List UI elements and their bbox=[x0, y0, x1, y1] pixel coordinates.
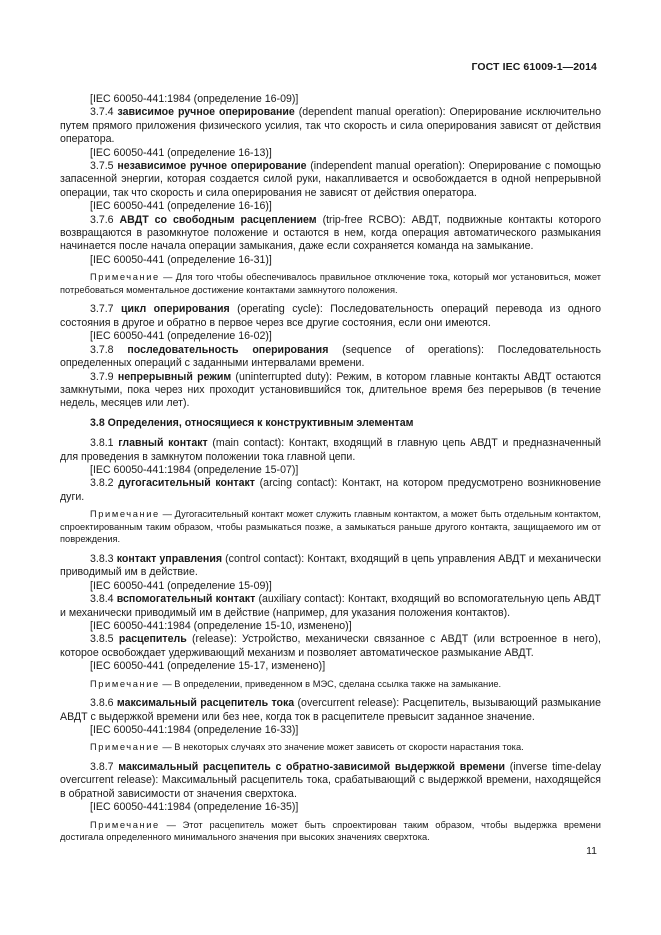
term-name: максимальный расцепитель тока bbox=[116, 697, 295, 710]
note-label: Примечание bbox=[90, 742, 160, 753]
term-definition bbox=[60, 633, 601, 660]
term-number: 3.8.6 bbox=[90, 697, 114, 710]
document-body bbox=[60, 93, 601, 851]
term-name: максимальный расцепитель с обратно-зависимой выдержкой времени bbox=[118, 761, 506, 773]
term-definition bbox=[60, 593, 601, 620]
term-definition bbox=[60, 344, 601, 371]
term-name: зависимое ручное оперирование bbox=[117, 106, 295, 119]
term-definition bbox=[60, 553, 601, 580]
term-text: (overcurrent release): Расцепитель, вызывающий размыкание АВДТ с выдержкой времени или без нее, когда ток в расцепителе превысит заданное значение. bbox=[60, 697, 601, 723]
term-name: непрерывный режим bbox=[117, 370, 232, 383]
term-definition bbox=[60, 303, 601, 330]
reference-line: [IEC 60050-441:1984 (определение 16-35)] bbox=[90, 801, 299, 814]
term-number: 3.8.7 bbox=[90, 761, 114, 773]
reference-line: [IEC 60050-441:1984 (определение 15-07)] bbox=[90, 463, 299, 476]
note-label: Примечание bbox=[90, 509, 160, 520]
term-text: (auxiliary contact): Контакт, входящий во вспомогательную цепь АВДТ и механически приводимый им в действие (например, для указания положения контактов). bbox=[60, 593, 601, 619]
term-text: (main contact): Контакт, входящий в главную цепь АВДТ и предназначенный для проведения в замкнутом положении тока главной цепи. bbox=[60, 437, 602, 463]
term-number: 3.8.2 bbox=[90, 477, 114, 490]
reference-line: [IEC 60050-441 (определение 16-31)] bbox=[90, 253, 272, 266]
term-name: цикл оперирования bbox=[121, 303, 230, 316]
term-text: (dependent manual operation): Оперирование исключительно путем прямого приложения физического усилия, так что скорость и сила оперирования зависят от действия оператора. bbox=[60, 106, 601, 146]
term-name: АВДТ со свободным расцеплением bbox=[119, 213, 317, 226]
term-text: (control contact): Контакт, входящий в цепь управления АВДТ и механически приводимый им в действие. bbox=[60, 552, 601, 579]
term-name: вспомогательный контакт bbox=[116, 593, 256, 606]
term-number: 3.7.5 bbox=[90, 160, 114, 173]
term-definition bbox=[60, 160, 601, 200]
term-number: 3.8.5 bbox=[90, 633, 114, 646]
term-text: (inverse time-delay overcurrent release): Максимальный расцепитель тока, срабатывающий с выдержкой времени, находящейся в обратной зависимости от значения сверхтока. bbox=[60, 761, 602, 800]
term-number: 3.8.3 bbox=[90, 552, 114, 565]
note-text: В некоторых случаях это значение может зависеть от скорости нарастания тока. bbox=[174, 742, 524, 753]
note: Примечание — Дугогасительный контакт может служить главным контактом, а может быть отдельным контактом, спроектированным таким образом, чтобы размыкаться позже, а замыкаться раньше другого контакта, защищаемого им от повреждения. bbox=[60, 509, 602, 545]
term-text: (trip-free RCBO): АВДТ, подвижные контакты которого возвращаются в разомкнутое положение и остаются в нем, когда операция автоматического размыкания начинается после начала операции замыкания, даже если сохраняется команда на замыкание. bbox=[60, 213, 602, 253]
term-definition bbox=[60, 214, 601, 254]
page-number: 11 bbox=[586, 845, 597, 857]
note-text: Для того чтобы обеспечивалось правильное отключение тока, который мог установиться, может потребоваться моментальное достижение контактами замкнутого положения. bbox=[60, 272, 601, 295]
term-text: (release): Устройство, механически связанное с АВДТ (или встроенное в него), которое освобождает удерживающий механизм и позволяет автоматическое размыкание АВДТ. bbox=[60, 633, 601, 659]
term-definition bbox=[60, 106, 601, 146]
reference-line: [IEC 60050-441:1984 (определение 16-09)] bbox=[90, 93, 299, 105]
reference-line: [IEC 60050-441:1984 (определение 15-10, изменено)] bbox=[90, 619, 352, 632]
term-number: 3.7.4 bbox=[90, 106, 114, 119]
note: Примечание — В определении, приведенном в МЭС, сделана ссылка также на замыкание. bbox=[90, 678, 502, 689]
term-definition bbox=[60, 477, 601, 504]
term-name: главный контакт bbox=[118, 437, 208, 450]
reference-line: [IEC 60050-441 (определение 15-09)] bbox=[90, 579, 272, 592]
term-number: 3.8.1 bbox=[90, 437, 114, 450]
term-definition bbox=[60, 697, 601, 724]
note-text: Дугогасительный контакт может служить главным контактом, а может быть отдельным контактом, спроектированным таким образом, чтобы размыкаться позже, а замыкаться раньше другого контакта, защищаемого им от повреждения. bbox=[60, 509, 602, 545]
reference-line: [IEC 60050-441 (определение 15-17, изменено)] bbox=[90, 660, 326, 673]
term-definition bbox=[60, 437, 601, 464]
reference-line: [IEC 60050-441 (определение 16-02)] bbox=[90, 330, 272, 343]
note-text: В определении, приведенном в МЭС, сделана ссылка также на замыкание. bbox=[174, 678, 502, 689]
term-number: 3.7.7 bbox=[90, 303, 114, 316]
term-name: расцепитель bbox=[118, 633, 187, 646]
reference-line: [IEC 60050-441 (определение 16-16)] bbox=[90, 200, 272, 213]
term-name: контакт управления bbox=[116, 552, 223, 565]
standard-code-header: ГОСТ IEC 61009-1—2014 bbox=[471, 61, 597, 73]
reference-line: [IEC 60050-441:1984 (определение 16-33)] bbox=[90, 724, 299, 736]
term-name: последовательность оперирования bbox=[127, 343, 329, 356]
term-text: (uninterrupted duty): Режим, в котором главные контакты АВДТ остаются замкнутыми, пока через них проходит установившийся ток, длительное время без перерывов (в течение недель, месяцев или лет). bbox=[60, 370, 601, 410]
term-definition bbox=[60, 371, 601, 411]
term-number: 3.7.9 bbox=[90, 370, 114, 383]
note: Примечание — Этот расцепитель может быть спроектирован таким образом, чтобы выдержка времени достигала определенного минимального значения при высоких значениях сверхтока. bbox=[60, 819, 601, 843]
note-label: Примечание bbox=[90, 819, 160, 830]
term-number: 3.8.4 bbox=[90, 593, 114, 606]
term-name: независимое ручное оперирование bbox=[117, 160, 307, 173]
term-definition bbox=[60, 761, 601, 801]
section-heading: 3.8 Определения, относящиеся к конструктивным элементам bbox=[90, 416, 414, 429]
note-label: Примечание bbox=[90, 678, 160, 689]
term-text: (independent manual operation): Оперирование с помощью запасенной энергии, которая создается силой руки, накапливается и освобождается в одной непрерывной операции, так что скорость и сила оперирования не зависят от действия оператора. bbox=[60, 160, 601, 199]
term-number: 3.7.6 bbox=[90, 213, 114, 226]
term-number: 3.7.8 bbox=[90, 343, 114, 356]
note-text: Этот расцепитель может быть спроектирован таким образом, чтобы выдержка времени достигала определенного минимального значения при высоких значениях сверхтока. bbox=[60, 819, 601, 843]
term-text: (arcing contact): Контакт, на котором предусмотрено возникновение дуги. bbox=[60, 477, 601, 503]
term-text: (operating cycle): Последовательность операций перевода из одного состояния в другое и обратно в первое через все другие состояния, если они имеются. bbox=[60, 303, 601, 329]
term-name: дугогасительный контакт bbox=[118, 477, 255, 490]
reference-line: [IEC 60050-441 (определение 16-13)] bbox=[90, 146, 272, 159]
note: Примечание — Для того чтобы обеспечивалось правильное отключение тока, который мог установиться, может потребоваться моментальное достижение контактами замкнутого положения. bbox=[60, 272, 601, 295]
note: Примечание — В некоторых случаях это значение может зависеть от скорости нарастания тока. bbox=[90, 742, 524, 753]
note-label: Примечание bbox=[90, 272, 160, 283]
term-text: (sequence of operations): Последовательность определенных операций с заданными интервалами времени. bbox=[60, 343, 601, 370]
